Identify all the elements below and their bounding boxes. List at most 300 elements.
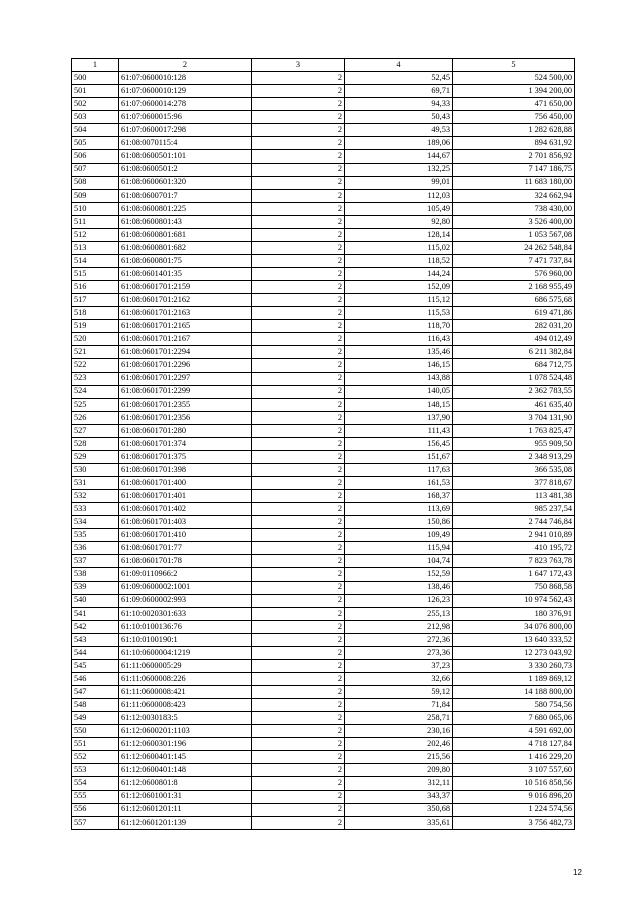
table-row <box>72 137 575 150</box>
value-cell: 324 662,94 <box>453 189 575 202</box>
row-number-cell: 536 <box>72 542 119 555</box>
cadastral-number-cell: 61:08:0601701:374 <box>119 437 252 450</box>
value-cell: 1 394 200,00 <box>453 85 575 98</box>
type-cell: 2 <box>252 463 345 476</box>
value-cell: 180 376,91 <box>453 607 575 620</box>
table-row <box>72 503 575 516</box>
row-number-cell: 547 <box>72 686 119 699</box>
area-cell: 118,70 <box>345 320 453 333</box>
area-cell: 128,14 <box>345 228 453 241</box>
row-number-cell: 553 <box>72 764 119 777</box>
area-cell: 273,36 <box>345 646 453 659</box>
value-cell: 619 471,86 <box>453 307 575 320</box>
column-header-2: 2 <box>119 59 252 72</box>
area-cell: 143,88 <box>345 372 453 385</box>
value-cell: 1 763 825,47 <box>453 424 575 437</box>
cadastral-number-cell: 61:07:0600017:298 <box>119 124 252 137</box>
value-cell: 2 701 856,92 <box>453 150 575 163</box>
table-row <box>72 320 575 333</box>
table-row <box>72 450 575 463</box>
row-number-cell: 554 <box>72 777 119 790</box>
cadastral-number-cell: 61:08:0601701:2355 <box>119 398 252 411</box>
type-cell: 2 <box>252 72 345 85</box>
type-cell: 2 <box>252 228 345 241</box>
cadastral-number-cell: 61:08:0600601:320 <box>119 176 252 189</box>
row-number-cell: 534 <box>72 516 119 529</box>
value-cell: 1 647 172,43 <box>453 568 575 581</box>
value-cell: 7 680 065,06 <box>453 712 575 725</box>
area-cell: 209,80 <box>345 764 453 777</box>
table-row <box>72 803 575 816</box>
row-number-cell: 538 <box>72 568 119 581</box>
column-header-1: 1 <box>72 59 119 72</box>
value-cell: 471 650,00 <box>453 98 575 111</box>
type-cell: 2 <box>252 659 345 672</box>
row-number-cell: 526 <box>72 411 119 424</box>
table-row <box>72 659 575 672</box>
type-cell: 2 <box>252 503 345 516</box>
cadastral-number-cell: 61:12:0601001:31 <box>119 790 252 803</box>
area-cell: 105,49 <box>345 202 453 215</box>
row-number-cell: 506 <box>72 150 119 163</box>
cadastral-number-cell: 61:07:0600010:129 <box>119 85 252 98</box>
column-header-5: 5 <box>453 59 575 72</box>
table-row <box>72 281 575 294</box>
area-cell: 202,46 <box>345 738 453 751</box>
table-row <box>72 359 575 372</box>
table-row <box>72 346 575 359</box>
table-body <box>72 72 575 830</box>
table-row <box>72 241 575 254</box>
type-cell: 2 <box>252 163 345 176</box>
table-row <box>72 268 575 281</box>
value-cell: 1 053 567,08 <box>453 228 575 241</box>
type-cell: 2 <box>252 333 345 346</box>
row-number-cell: 520 <box>72 333 119 346</box>
table-row <box>72 98 575 111</box>
cadastral-number-cell: 61:08:0070115:4 <box>119 137 252 150</box>
type-cell: 2 <box>252 633 345 646</box>
area-cell: 49,53 <box>345 124 453 137</box>
table-row <box>72 712 575 725</box>
row-number-cell: 500 <box>72 72 119 85</box>
table-row <box>72 176 575 189</box>
table-row <box>72 254 575 267</box>
row-number-cell: 537 <box>72 555 119 568</box>
table-row <box>72 529 575 542</box>
row-number-cell: 552 <box>72 751 119 764</box>
area-cell: 152,59 <box>345 568 453 581</box>
area-cell: 138,46 <box>345 581 453 594</box>
row-number-cell: 507 <box>72 163 119 176</box>
row-number-cell: 505 <box>72 137 119 150</box>
area-cell: 50,43 <box>345 111 453 124</box>
area-cell: 255,13 <box>345 607 453 620</box>
type-cell: 2 <box>252 320 345 333</box>
type-cell: 2 <box>252 672 345 685</box>
table-row <box>72 725 575 738</box>
cadastral-number-cell: 61:09:0600002:1001 <box>119 581 252 594</box>
type-cell: 2 <box>252 98 345 111</box>
type-cell: 2 <box>252 398 345 411</box>
row-number-cell: 539 <box>72 581 119 594</box>
area-cell: 71,84 <box>345 699 453 712</box>
cadastral-number-cell: 61:11:0600008:421 <box>119 686 252 699</box>
row-number-cell: 521 <box>72 346 119 359</box>
cadastral-number-cell: 61:09:0600002:993 <box>119 594 252 607</box>
area-cell: 117,63 <box>345 463 453 476</box>
cadastral-number-cell: 61:08:0601701:410 <box>119 529 252 542</box>
table-row <box>72 816 575 829</box>
value-cell: 4 591 692,00 <box>453 725 575 738</box>
area-cell: 115,53 <box>345 307 453 320</box>
row-number-cell: 530 <box>72 463 119 476</box>
row-number-cell: 510 <box>72 202 119 215</box>
area-cell: 69,71 <box>345 85 453 98</box>
value-cell: 756 450,00 <box>453 111 575 124</box>
area-cell: 212,98 <box>345 620 453 633</box>
row-number-cell: 529 <box>72 450 119 463</box>
type-cell: 2 <box>252 490 345 503</box>
area-cell: 151,67 <box>345 450 453 463</box>
column-header-4: 4 <box>345 59 453 72</box>
row-number-cell: 509 <box>72 189 119 202</box>
table-row <box>72 568 575 581</box>
page-number: 12 <box>573 868 582 877</box>
row-number-cell: 531 <box>72 477 119 490</box>
cadastral-number-cell: 61:12:0030183:5 <box>119 712 252 725</box>
value-cell: 7 471 737,84 <box>453 254 575 267</box>
area-cell: 258,71 <box>345 712 453 725</box>
type-cell: 2 <box>252 124 345 137</box>
type-cell: 2 <box>252 176 345 189</box>
area-cell: 230,16 <box>345 725 453 738</box>
cadastral-number-cell: 61:11:0600008:226 <box>119 672 252 685</box>
value-cell: 3 756 482,73 <box>453 816 575 829</box>
cadastral-number-cell: 61:08:0601701:2299 <box>119 385 252 398</box>
table-row <box>72 463 575 476</box>
cadastral-number-cell: 61:08:0600801:75 <box>119 254 252 267</box>
table-row <box>72 672 575 685</box>
type-cell: 2 <box>252 307 345 320</box>
area-cell: 116,43 <box>345 333 453 346</box>
area-cell: 161,53 <box>345 477 453 490</box>
column-header-3: 3 <box>252 59 345 72</box>
type-cell: 2 <box>252 477 345 490</box>
area-cell: 135,46 <box>345 346 453 359</box>
cadastral-number-cell: 61:07:0600014:278 <box>119 98 252 111</box>
value-cell: 10 516 858,56 <box>453 777 575 790</box>
row-number-cell: 525 <box>72 398 119 411</box>
area-cell: 335,61 <box>345 816 453 829</box>
value-cell: 34 076 800,00 <box>453 620 575 633</box>
area-cell: 115,02 <box>345 241 453 254</box>
cadastral-number-cell: 61:11:0600005:29 <box>119 659 252 672</box>
area-cell: 59,12 <box>345 686 453 699</box>
value-cell: 985 237,54 <box>453 503 575 516</box>
value-cell: 410 195,72 <box>453 542 575 555</box>
cadastral-number-cell: 61:12:0600801:8 <box>119 777 252 790</box>
table-row <box>72 424 575 437</box>
type-cell: 2 <box>252 725 345 738</box>
value-cell: 14 188 800,00 <box>453 686 575 699</box>
area-cell: 126,23 <box>345 594 453 607</box>
row-number-cell: 557 <box>72 816 119 829</box>
table-row <box>72 189 575 202</box>
table-row <box>72 751 575 764</box>
cadastral-number-cell: 61:08:0601701:398 <box>119 463 252 476</box>
type-cell: 2 <box>252 241 345 254</box>
cadastral-number-cell: 61:08:0601701:2159 <box>119 281 252 294</box>
table-row <box>72 150 575 163</box>
row-number-cell: 549 <box>72 712 119 725</box>
cadastral-number-cell: 61:08:0601701:2167 <box>119 333 252 346</box>
type-cell: 2 <box>252 424 345 437</box>
table-row <box>72 581 575 594</box>
type-cell: 2 <box>252 516 345 529</box>
area-cell: 99,01 <box>345 176 453 189</box>
value-cell: 686 575,68 <box>453 294 575 307</box>
row-number-cell: 512 <box>72 228 119 241</box>
value-cell: 1 416 229,20 <box>453 751 575 764</box>
table-row <box>72 307 575 320</box>
type-cell: 2 <box>252 594 345 607</box>
area-cell: 168,37 <box>345 490 453 503</box>
value-cell: 377 818,67 <box>453 477 575 490</box>
cadastral-number-cell: 61:08:0601701:403 <box>119 516 252 529</box>
value-cell: 2 941 010,89 <box>453 529 575 542</box>
cadastral-number-cell: 61:07:0600015:96 <box>119 111 252 124</box>
value-cell: 2 362 783,55 <box>453 385 575 398</box>
area-cell: 152,09 <box>345 281 453 294</box>
table-row <box>72 516 575 529</box>
table-row <box>72 437 575 450</box>
table-row <box>72 607 575 620</box>
area-cell: 92,80 <box>345 215 453 228</box>
row-number-cell: 548 <box>72 699 119 712</box>
table-row <box>72 633 575 646</box>
row-number-cell: 523 <box>72 372 119 385</box>
value-cell: 11 683 180,00 <box>453 176 575 189</box>
table-row <box>72 411 575 424</box>
area-cell: 148,15 <box>345 398 453 411</box>
cadastral-number-cell: 61:08:0601701:401 <box>119 490 252 503</box>
table-row <box>72 620 575 633</box>
value-cell: 494 012,49 <box>453 333 575 346</box>
area-cell: 189,06 <box>345 137 453 150</box>
value-cell: 12 273 043,92 <box>453 646 575 659</box>
area-cell: 37,23 <box>345 659 453 672</box>
area-cell: 272,36 <box>345 633 453 646</box>
type-cell: 2 <box>252 620 345 633</box>
area-cell: 215,56 <box>345 751 453 764</box>
area-cell: 140,05 <box>345 385 453 398</box>
row-number-cell: 522 <box>72 359 119 372</box>
row-number-cell: 502 <box>72 98 119 111</box>
row-number-cell: 503 <box>72 111 119 124</box>
cadastral-number-cell: 61:09:0110966:2 <box>119 568 252 581</box>
type-cell: 2 <box>252 450 345 463</box>
value-cell: 4 718 127,84 <box>453 738 575 751</box>
type-cell: 2 <box>252 568 345 581</box>
header-row <box>72 59 575 72</box>
cadastral-number-cell: 61:12:0601201:139 <box>119 816 252 829</box>
area-cell: 144,24 <box>345 268 453 281</box>
cadastral-number-cell: 61:08:0601701:2163 <box>119 307 252 320</box>
value-cell: 7 823 763,78 <box>453 555 575 568</box>
cadastral-number-cell: 61:08:0600501:2 <box>119 163 252 176</box>
cadastral-table <box>71 58 575 830</box>
type-cell: 2 <box>252 294 345 307</box>
type-cell: 2 <box>252 346 345 359</box>
value-cell: 113 481,38 <box>453 490 575 503</box>
area-cell: 94,33 <box>345 98 453 111</box>
value-cell: 366 535,08 <box>453 463 575 476</box>
cadastral-number-cell: 61:10:0020301:633 <box>119 607 252 620</box>
value-cell: 576 960,00 <box>453 268 575 281</box>
type-cell: 2 <box>252 150 345 163</box>
row-number-cell: 544 <box>72 646 119 659</box>
row-number-cell: 541 <box>72 607 119 620</box>
cadastral-number-cell: 61:12:0600401:145 <box>119 751 252 764</box>
type-cell: 2 <box>252 803 345 816</box>
type-cell: 2 <box>252 281 345 294</box>
area-cell: 109,49 <box>345 529 453 542</box>
area-cell: 115,12 <box>345 294 453 307</box>
value-cell: 282 031,20 <box>453 320 575 333</box>
cadastral-number-cell: 61:08:0601701:375 <box>119 450 252 463</box>
value-cell: 9 016 896,20 <box>453 790 575 803</box>
value-cell: 3 330 260,73 <box>453 659 575 672</box>
table-row <box>72 385 575 398</box>
table-row <box>72 294 575 307</box>
value-cell: 684 712,75 <box>453 359 575 372</box>
cadastral-number-cell: 61:08:0600801:682 <box>119 241 252 254</box>
table-row <box>72 398 575 411</box>
table-row <box>72 215 575 228</box>
type-cell: 2 <box>252 712 345 725</box>
area-cell: 343,37 <box>345 790 453 803</box>
row-number-cell: 516 <box>72 281 119 294</box>
type-cell: 2 <box>252 738 345 751</box>
area-cell: 137,90 <box>345 411 453 424</box>
cadastral-number-cell: 61:08:0600801:43 <box>119 215 252 228</box>
value-cell: 13 640 333,52 <box>453 633 575 646</box>
cadastral-number-cell: 61:08:0601701:2294 <box>119 346 252 359</box>
type-cell: 2 <box>252 85 345 98</box>
value-cell: 2 744 746,84 <box>453 516 575 529</box>
value-cell: 3 107 557,60 <box>453 764 575 777</box>
area-cell: 132,25 <box>345 163 453 176</box>
value-cell: 3 704 131,90 <box>453 411 575 424</box>
value-cell: 24 262 548,84 <box>453 241 575 254</box>
area-cell: 118,52 <box>345 254 453 267</box>
row-number-cell: 540 <box>72 594 119 607</box>
type-cell: 2 <box>252 686 345 699</box>
type-cell: 2 <box>252 215 345 228</box>
type-cell: 2 <box>252 385 345 398</box>
value-cell: 461 635,40 <box>453 398 575 411</box>
table-row <box>72 699 575 712</box>
area-cell: 350,68 <box>345 803 453 816</box>
cadastral-number-cell: 61:08:0601701:402 <box>119 503 252 516</box>
row-number-cell: 508 <box>72 176 119 189</box>
table-row <box>72 72 575 85</box>
row-number-cell: 550 <box>72 725 119 738</box>
value-cell: 6 211 382,84 <box>453 346 575 359</box>
cadastral-number-cell: 61:08:0601701:280 <box>119 424 252 437</box>
cadastral-number-cell: 61:11:0600008:423 <box>119 699 252 712</box>
table-row <box>72 372 575 385</box>
row-number-cell: 501 <box>72 85 119 98</box>
value-cell: 580 754,56 <box>453 699 575 712</box>
area-cell: 52,45 <box>345 72 453 85</box>
value-cell: 738 430,00 <box>453 202 575 215</box>
value-cell: 2 348 913,29 <box>453 450 575 463</box>
type-cell: 2 <box>252 790 345 803</box>
row-number-cell: 546 <box>72 672 119 685</box>
table-row <box>72 490 575 503</box>
area-cell: 112,03 <box>345 189 453 202</box>
cadastral-number-cell: 61:07:0600010:128 <box>119 72 252 85</box>
type-cell: 2 <box>252 111 345 124</box>
row-number-cell: 542 <box>72 620 119 633</box>
cadastral-number-cell: 61:08:0600801:681 <box>119 228 252 241</box>
cadastral-number-cell: 61:12:0600401:148 <box>119 764 252 777</box>
row-number-cell: 515 <box>72 268 119 281</box>
row-number-cell: 551 <box>72 738 119 751</box>
table-row <box>72 542 575 555</box>
table-row <box>72 85 575 98</box>
row-number-cell: 517 <box>72 294 119 307</box>
type-cell: 2 <box>252 529 345 542</box>
cadastral-number-cell: 61:12:0600301:196 <box>119 738 252 751</box>
type-cell: 2 <box>252 777 345 790</box>
cadastral-number-cell: 61:08:0601701:400 <box>119 477 252 490</box>
cadastral-number-cell: 61:12:0600201:1103 <box>119 725 252 738</box>
area-cell: 146,15 <box>345 359 453 372</box>
cadastral-number-cell: 61:08:0600501:101 <box>119 150 252 163</box>
row-number-cell: 528 <box>72 437 119 450</box>
type-cell: 2 <box>252 268 345 281</box>
row-number-cell: 514 <box>72 254 119 267</box>
type-cell: 2 <box>252 359 345 372</box>
cadastral-number-cell: 61:10:0100136:76 <box>119 620 252 633</box>
cadastral-number-cell: 61:08:0601701:2162 <box>119 294 252 307</box>
value-cell: 1 282 628,88 <box>453 124 575 137</box>
type-cell: 2 <box>252 607 345 620</box>
area-cell: 156,45 <box>345 437 453 450</box>
table-row <box>72 738 575 751</box>
type-cell: 2 <box>252 202 345 215</box>
row-number-cell: 535 <box>72 529 119 542</box>
type-cell: 2 <box>252 816 345 829</box>
table-row <box>72 124 575 137</box>
value-cell: 3 526 400,00 <box>453 215 575 228</box>
row-number-cell: 533 <box>72 503 119 516</box>
type-cell: 2 <box>252 542 345 555</box>
table-row <box>72 777 575 790</box>
value-cell: 524 500,00 <box>453 72 575 85</box>
type-cell: 2 <box>252 411 345 424</box>
type-cell: 2 <box>252 372 345 385</box>
cadastral-number-cell: 61:10:0100190:1 <box>119 633 252 646</box>
area-cell: 104,74 <box>345 555 453 568</box>
area-cell: 312,11 <box>345 777 453 790</box>
table-row <box>72 594 575 607</box>
row-number-cell: 556 <box>72 803 119 816</box>
value-cell: 955 909,50 <box>453 437 575 450</box>
